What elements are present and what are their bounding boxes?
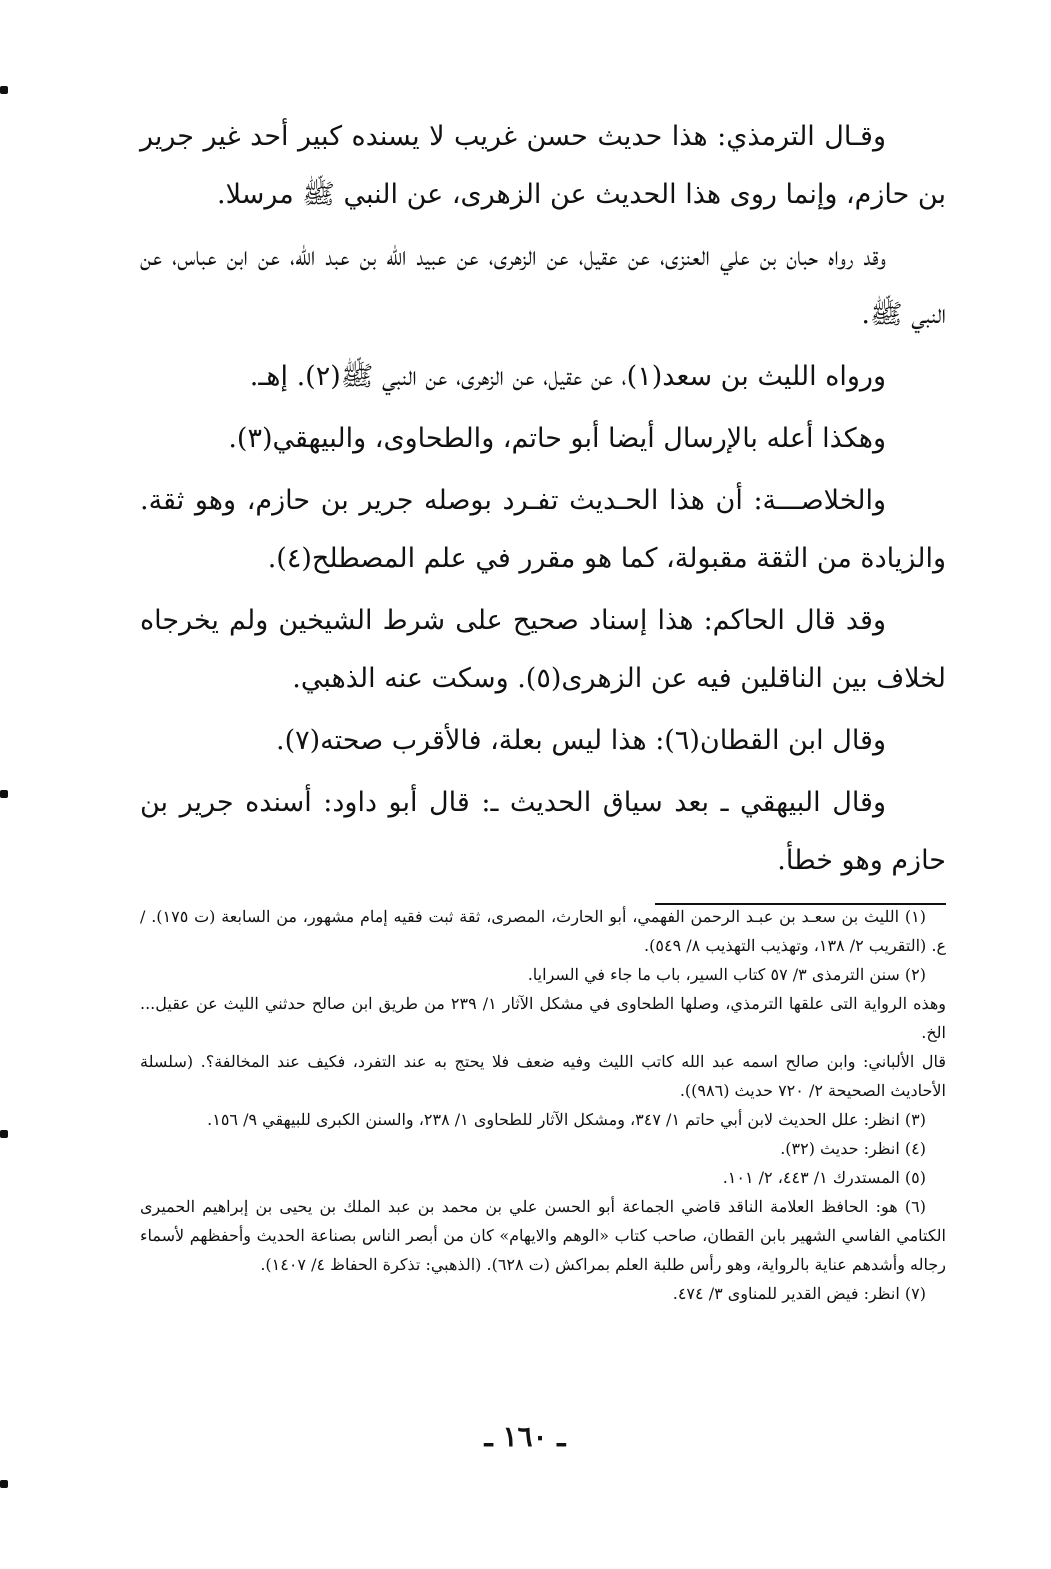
paragraph-8: وقال البيهقي ـ بعد سياق الحديث ـ: قال أبو داود: أسنده جرير بن حازم وهو خطأ. [140,787,946,876]
footnote-3: (٣) انظر: علل الحديث لابن أبي حاتم ١/ ٣٤٧، ومشكل الآثار للطحاوى ١/ ٢٣٨، والسنن الكبرى للبيهقي ٩/ ١٥٦. [207,1110,926,1129]
footnote-6: (٦) هو: الحافظ العلامة الناقد قاضي الجماعة أبو الحسن علي بن محمد بن عبد الملك بن يحيى بن إبراهيم الحميرى الكتامي الفاسي الشهير بابن القطان، صاحب كتاب «الوهم والايهام» كان من أبصر الناس بصناعة الحديث وأحفظهم لأسماء رجاله وأشدهم عناية بالرواية، وهو رأس طلبة العلم بمراكش (ت ٦٢٨). (الذهبي: تذكرة الحفاظ ٤/ ١٤٠٧). [140,1197,946,1274]
page-number: ـ ١٦٠ ـ [484,1420,566,1453]
footnote-2: (٢) سنن الترمذى ٣/ ٥٧ كتاب السير، باب ما جاء في السرايا. [527,965,926,984]
footnotes [140,902,946,1308]
footnote-2-albani: قال الألباني: وابن صالح اسمه عبد الله كاتب الليث وفيه ضعف فلا يحتج به عند التفرد، فكيف عند المخالفة؟. (سلسلة الأحاديث الصحيحة ٢/ ٧٢٠ حديث (٩٨٦)). [140,1052,947,1100]
footnote-2-continuation: وهذه الرواية التى علقها الترمذي، وصلها الطحاوى في مشكل الآثار ١/ ٢٣٩ من طريق ابن صالح حدثني الليث عن عقيل... الخ. [140,994,947,1042]
paragraph-7: وقال ابن القطان(٦): هذا ليس بعلة، فالأقرب صحته(٧). [276,725,886,756]
scan-edge-mark [0,790,8,798]
footnote-7: (٧) انظر: فيض القدير للمناوى ٣/ ٤٧٤. [672,1284,926,1303]
footnote-1: (١) الليث بن سعـد بن عبـد الرحمن الفهمي، أبو الحارث، المصرى، ثقة ثبت فقيه إمام مشهور، من السابعة (ت ١٧٥). / ع. (التقريب ٢/ ١٣٨، وتهذيب التهذيب ٨/ ٥٤٩). [140,907,946,955]
paragraph-1: وقـال الترمذي: هذا حديث حسن غريب لا يسنده كبير أحد غير جرير بن حازم، وإنما روى هذا الحديث عن الزهرى، عن النبي ﷺ مرسلا. [140,121,946,210]
paragraph-2: وقد رواه حبان بن علي العنزى، عن عقيل، عن الزهرى، عن عبيد الله بن عبد الله، عن ابن عباس، عن النبي ﷺ. [140,241,946,330]
scan-edge-mark [0,1130,8,1138]
footnote-4: (٤) انظر: حديث (٣٢). [780,1139,926,1158]
paragraph-5: والخلاصـــة: أن هذا الحـديث تفـرد بوصله جرير بن حازم، وهو ثقة. والزيادة من الثقة مقبولة، كما هو مقرر في علم المصطلح(٤). [140,485,946,574]
scan-edge-mark [0,1480,8,1488]
scan-edge-mark [0,86,8,94]
paragraph-6: وقد قال الحاكم: هذا إسناد صحيح على شرط الشيخين ولم يخرجاه لخلاف بين الناقلين فيه عن الزهرى(٥). وسكت عنه الذهبي. [140,605,946,694]
footnote-5: (٥) المستدرك ١/ ٤٤٣، ٢/ ١٠١. [722,1168,926,1187]
paragraph-3: ورواه الليث بن سعد(١)، عن عقيل، عن الزهرى، عن النبي ﷺ(٢). إهـ. [249,361,886,392]
main-text [140,108,946,894]
paragraph-4: وهكذا أعله بالإرسال أيضا أبو حاتم، والطحاوى، والبيهقي(٣). [228,423,886,454]
